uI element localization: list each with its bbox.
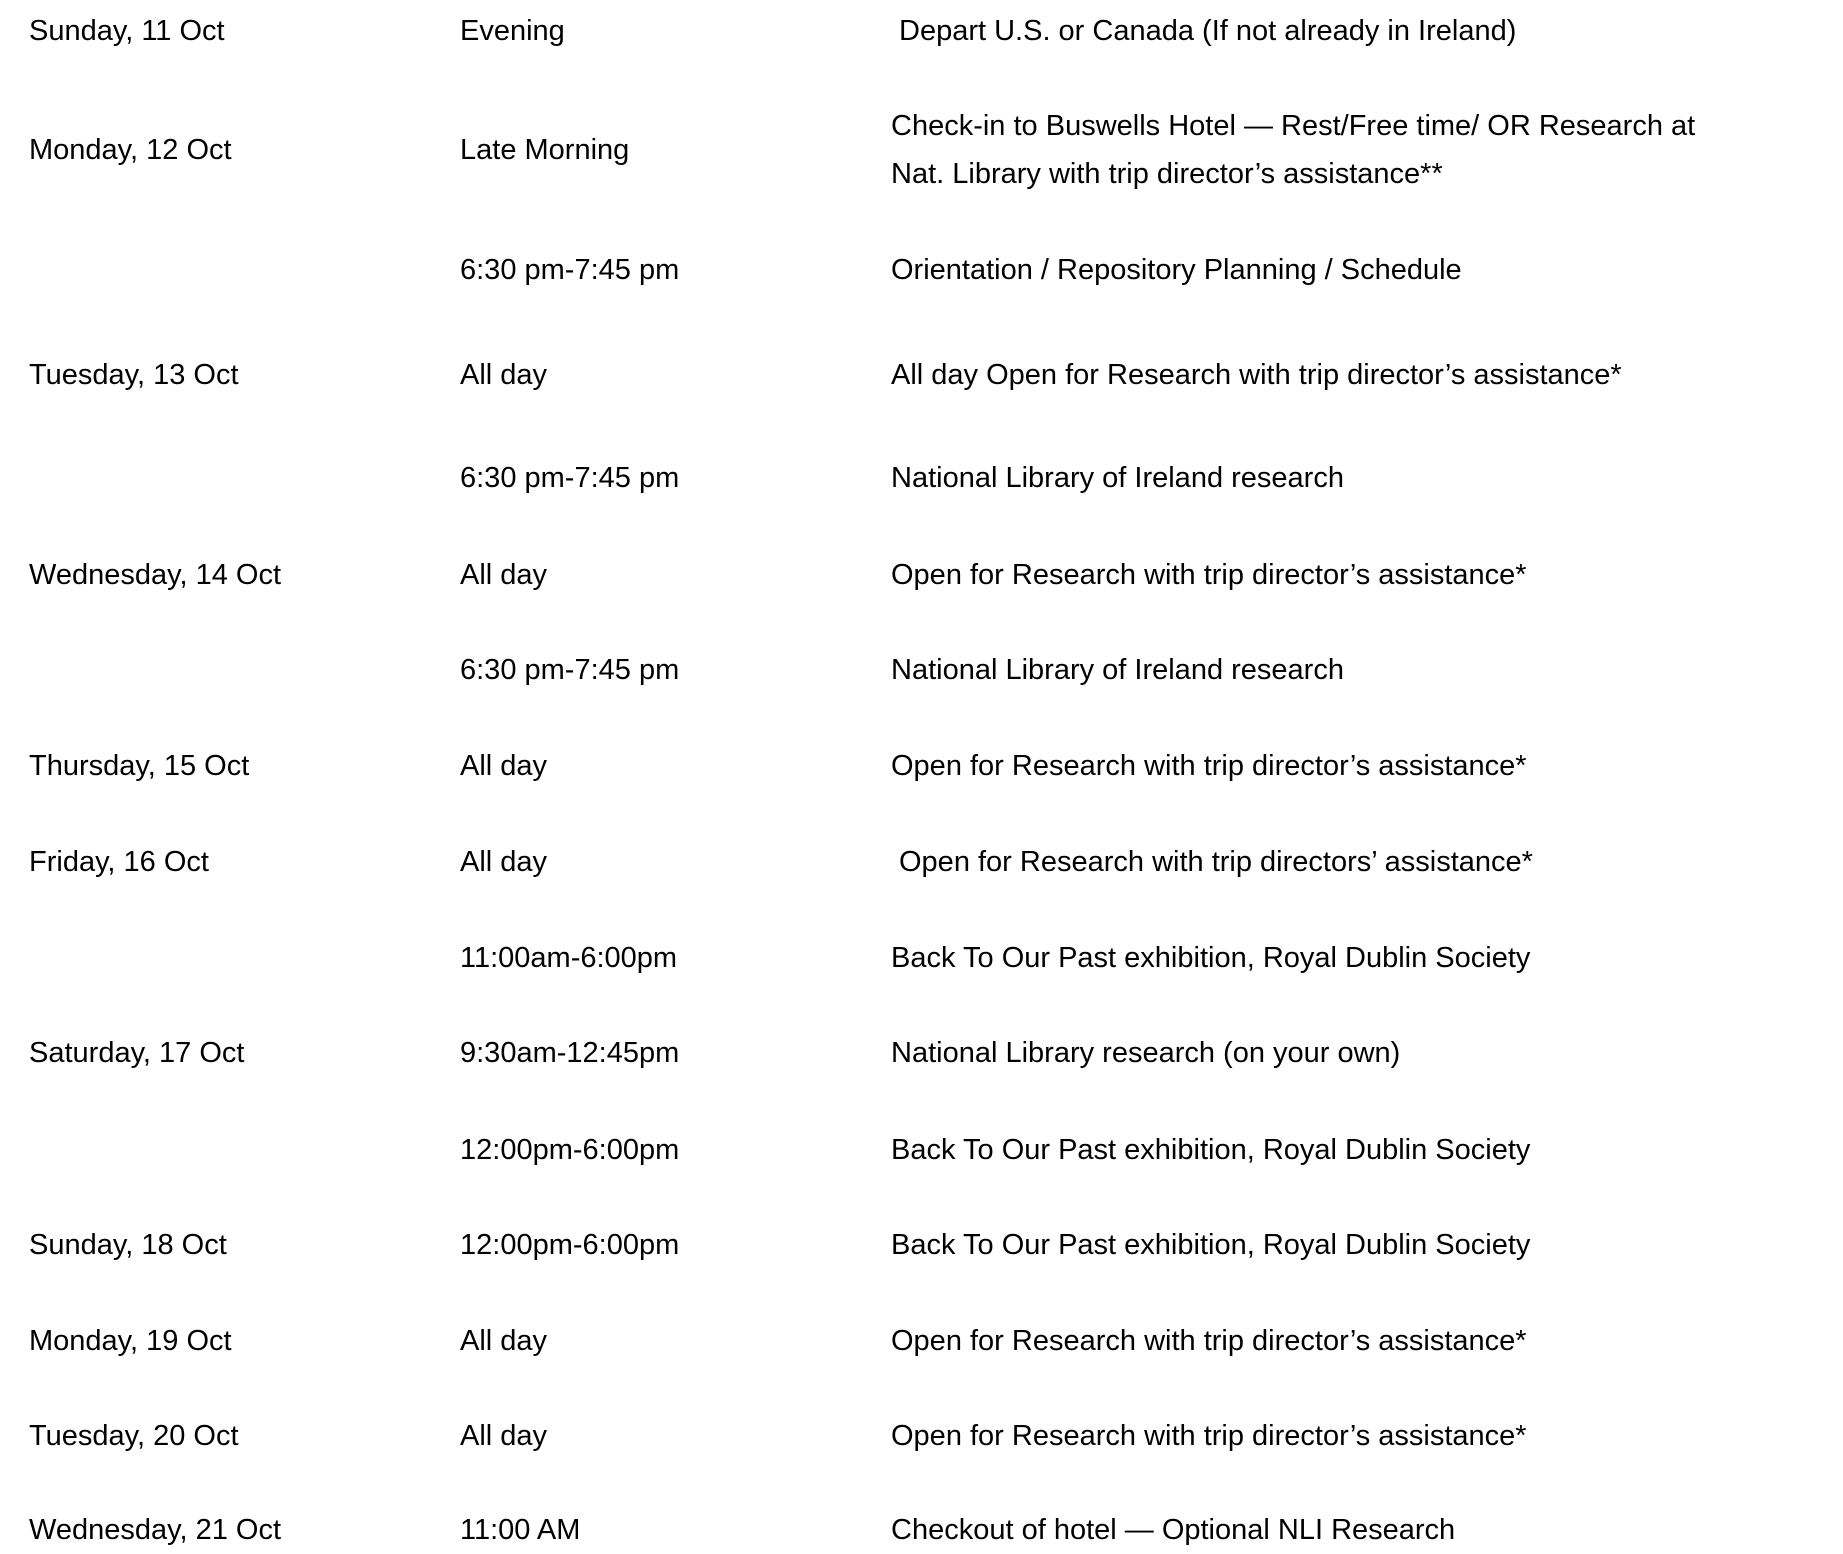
time: 11:00 AM <box>460 1514 581 1546</box>
activity: National Library research (on your own) <box>891 1037 1401 1069</box>
activity-continued: Nat. Library with trip director’s assistance** <box>891 158 1443 190</box>
time: 12:00pm-6:00pm <box>460 1134 680 1166</box>
time: All day <box>460 750 548 782</box>
day: Wednesday, 21 Oct <box>29 1514 282 1546</box>
day: Wednesday, 14 Oct <box>29 559 282 591</box>
day: Monday, 12 Oct <box>29 134 232 166</box>
activity: Back To Our Past exhibition, Royal Dublin Society <box>891 1134 1531 1166</box>
day: Sunday, 18 Oct <box>29 1229 227 1261</box>
time: All day <box>460 559 548 591</box>
time: All day <box>460 1325 548 1357</box>
day: Saturday, 17 Oct <box>29 1037 245 1069</box>
time: 6:30 pm-7:45 pm <box>460 254 680 286</box>
time: All day <box>460 846 548 878</box>
day: Tuesday, 20 Oct <box>29 1420 239 1452</box>
activity: Open for Research with trip director’s assistance* <box>891 1325 1527 1357</box>
activity: Depart U.S. or Canada (If not already in Ireland) <box>899 15 1517 47</box>
day: Sunday, 11 Oct <box>29 15 225 47</box>
activity: All day Open for Research with trip director’s assistance* <box>891 359 1622 391</box>
time: All day <box>460 1420 548 1452</box>
day: Tuesday, 13 Oct <box>29 359 239 391</box>
time: 9:30am-12:45pm <box>460 1037 680 1069</box>
day: Thursday, 15 Oct <box>29 750 250 782</box>
activity: Open for Research with trip director’s assistance* <box>891 1420 1527 1452</box>
activity: National Library of Ireland research <box>891 462 1344 494</box>
activity: National Library of Ireland research <box>891 654 1344 686</box>
time: 12:00pm-6:00pm <box>460 1229 680 1261</box>
activity: Back To Our Past exhibition, Royal Dublin Society <box>891 942 1531 974</box>
time: Late Morning <box>460 134 630 166</box>
day: Monday, 19 Oct <box>29 1325 232 1357</box>
activity: Checkout of hotel — Optional NLI Research <box>891 1514 1456 1546</box>
time: All day <box>460 359 548 391</box>
day: Friday, 16 Oct <box>29 846 209 878</box>
activity: Back To Our Past exhibition, Royal Dublin Society <box>891 1229 1531 1261</box>
activity: Open for Research with trip director’s assistance* <box>891 750 1527 782</box>
activity: Open for Research with trip directors’ assistance* <box>899 846 1533 878</box>
time: 6:30 pm-7:45 pm <box>460 654 680 686</box>
time: 6:30 pm-7:45 pm <box>460 462 680 494</box>
time: 11:00am-6:00pm <box>460 942 678 974</box>
time: Evening <box>460 15 565 47</box>
activity: Check-in to Buswells Hotel — Rest/Free time/ OR Research at <box>891 110 1696 142</box>
activity: Open for Research with trip director’s assistance* <box>891 559 1527 591</box>
activity: Orientation / Repository Planning / Schedule <box>891 254 1462 286</box>
